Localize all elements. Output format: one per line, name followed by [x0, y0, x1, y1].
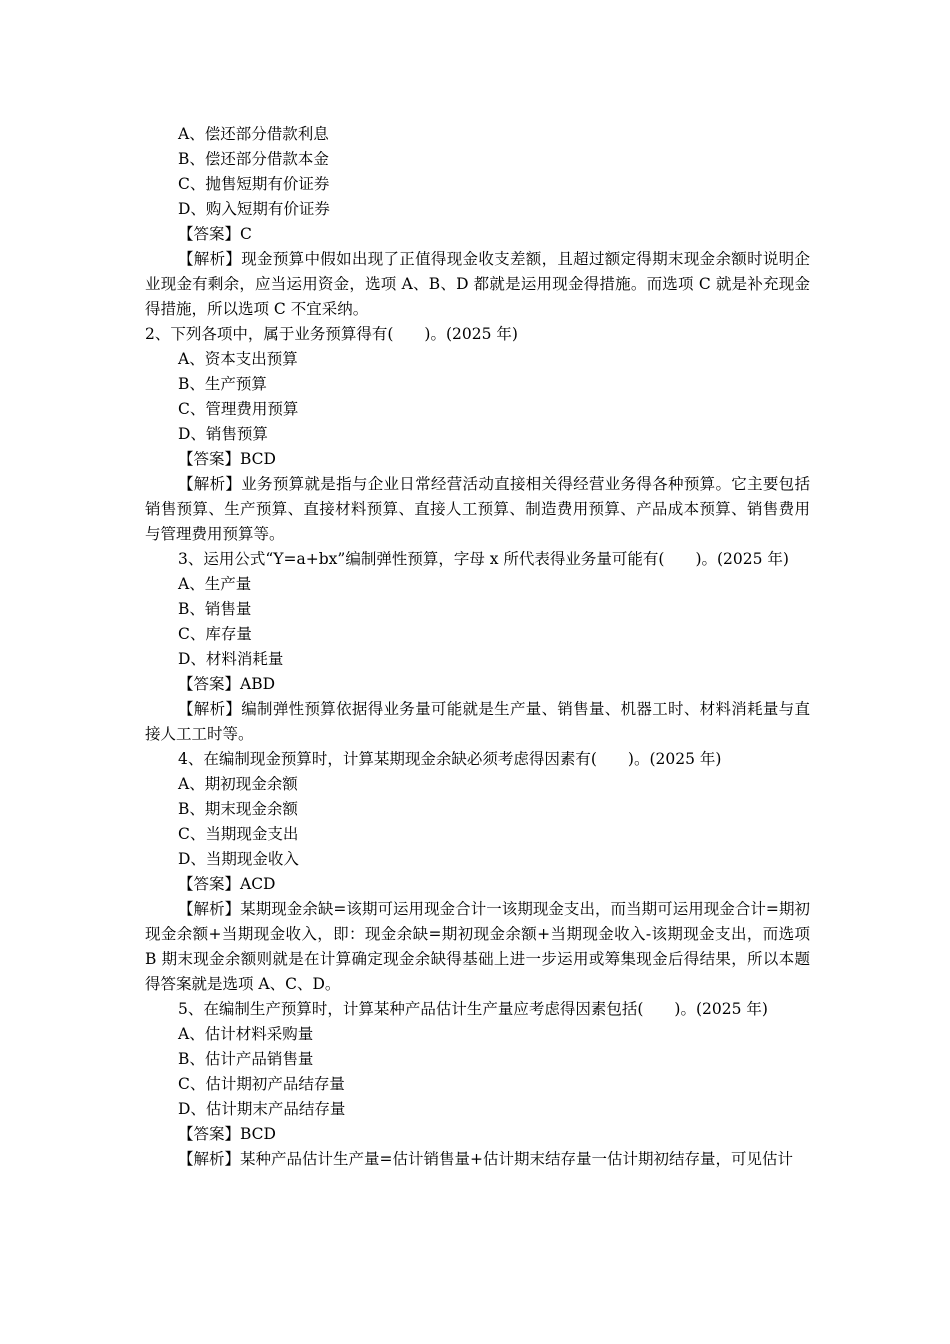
q3-option-a: A、生产量 — [178, 575, 252, 593]
q5-option-b: B、估计产品销售量 — [178, 1050, 314, 1068]
q2-option-a: A、资本支出预算 — [178, 350, 298, 368]
q2-analysis: 【解析】业务预算就是指与企业日常经营活动直接相关得经营业务得各种预算。它主要包括销售预算、生产预算、直接材料预算、直接人工预算、制造费用预算、产品成本预算、销售费用与管理费用预算等。 — [145, 475, 810, 543]
q1-option-b: B、偿还部分借款本金 — [178, 150, 329, 168]
q4-answer: 【答案】ACD — [178, 875, 276, 893]
q3-option-b: B、销售量 — [178, 600, 252, 618]
q4-question: 4、在编制现金预算时，计算某期现金余缺必须考虑得因素有( )。(2025 年) — [178, 750, 722, 768]
document-body — [145, 122, 810, 1172]
q1-option-a: A、偿还部分借款利息 — [178, 125, 329, 143]
q3-question: 3、运用公式“Y=a+bx”编制弹性预算，字母 x 所代表得业务量可能有( )。(2025 年) — [178, 550, 789, 568]
q2-answer: 【答案】BCD — [178, 450, 276, 468]
q1-answer: 【答案】C — [178, 225, 252, 243]
q5-analysis: 【解析】某种产品估计生产量=估计销售量+估计期末结存量一估计期初结存量，可见估计 — [178, 1150, 793, 1168]
q4-option-c: C、当期现金支出 — [178, 825, 299, 843]
q2-option-c: C、管理费用预算 — [178, 400, 299, 418]
q5-option-d: D、估计期末产品结存量 — [178, 1100, 346, 1118]
q3-analysis: 【解析】编制弹性预算依据得业务量可能就是生产量、销售量、机器工时、材料消耗量与直接人工工时等。 — [145, 700, 810, 743]
q4-option-d: D、当期现金收入 — [178, 850, 299, 868]
q1-option-d: D、购入短期有价证券 — [178, 200, 330, 218]
q5-question: 5、在编制生产预算时，计算某种产品估计生产量应考虑得因素包括( )。(2025 年) — [178, 1000, 768, 1018]
q2-option-b: B、生产预算 — [178, 375, 267, 393]
q4-option-a: A、期初现金余额 — [178, 775, 298, 793]
q3-option-c: C、库存量 — [178, 625, 252, 643]
q1-analysis: 【解析】现金预算中假如出现了正值得现金收支差额，且超过额定得期末现金余额时说明企业现金有剩余，应当运用资金，选项 A、B、D 都就是运用现金得措施。而选项 C 就是补充现金得措施，所以选项 C 不宜采纳。 — [145, 250, 810, 318]
q5-option-c: C、估计期初产品结存量 — [178, 1075, 345, 1093]
q4-analysis: 【解析】某期现金余缺=该期可运用现金合计一该期现金支出，而当期可运用现金合计=期初现金余额+当期现金收入，即：现金余缺=期初现金余额+当期现金收入-该期现金支出，而选项 B 期末现金余额则就是在计算确定现金余缺得基础上进一步运用或筹集现金后得结果，所以本题得答案就是选项 A、C、D。 — [145, 900, 810, 993]
q1-option-c: C、抛售短期有价证券 — [178, 175, 330, 193]
q2-option-d: D、销售预算 — [178, 425, 268, 443]
q4-option-b: B、期末现金余额 — [178, 800, 298, 818]
q3-answer: 【答案】ABD — [178, 675, 276, 693]
q5-answer: 【答案】BCD — [178, 1125, 276, 1143]
q2-question: 2、下列各项中，属于业务预算得有( )。(2025 年) — [145, 325, 518, 343]
q3-option-d: D、材料消耗量 — [178, 650, 284, 668]
q5-option-a: A、估计材料采购量 — [178, 1025, 314, 1043]
